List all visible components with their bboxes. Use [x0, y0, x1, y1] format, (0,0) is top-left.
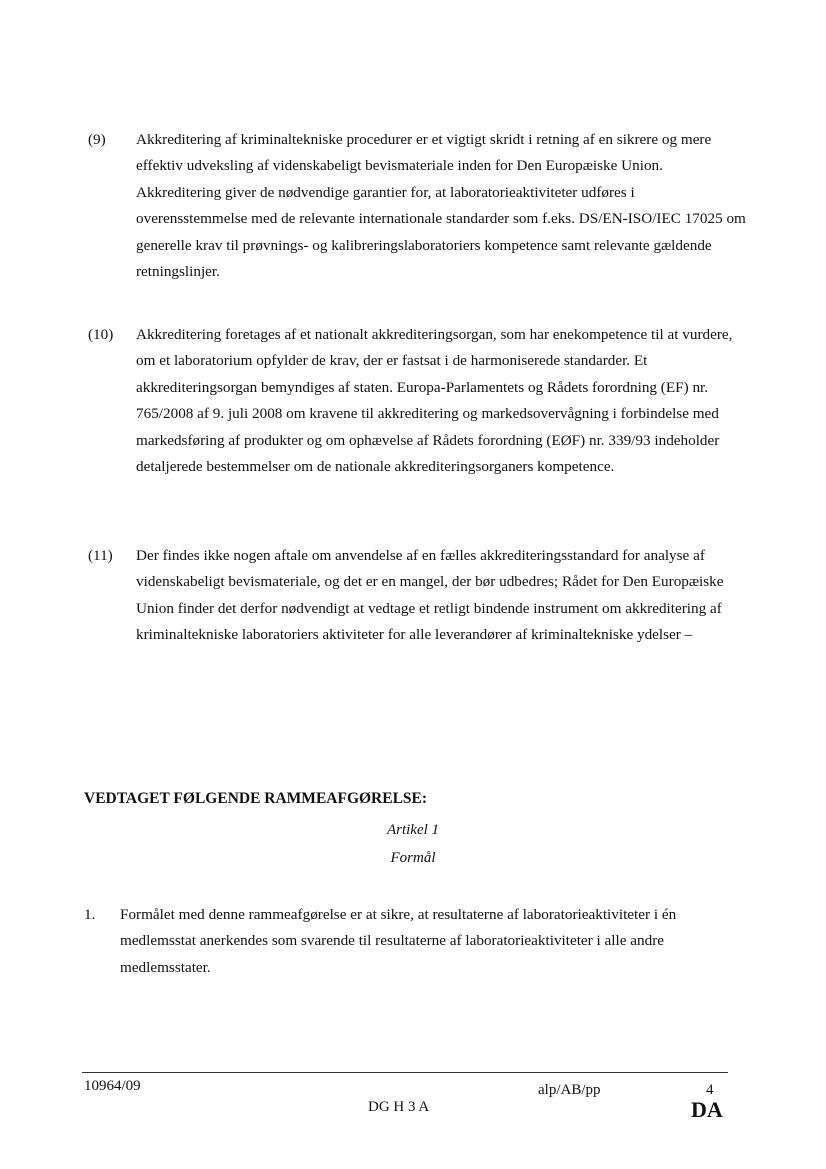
article-title: Formål	[390, 850, 436, 866]
article-paragraph-1	[84, 902, 748, 981]
recital-number: (11)	[88, 547, 113, 564]
article-label: Artikel 1	[386, 822, 440, 838]
footer-page-number: 4	[706, 1082, 714, 1098]
recital-number: (9)	[88, 131, 106, 148]
recital-text: Akkreditering foretages af et nationalt akkrediteringsorgan, som har enekompetence til at vurdere, om et laboratorium opfylder de krav, der er fastsat i de harmoniserede standarder. Et akkrediteringsorgan bemyndiges af staten. Europa-Parlamentets og Rådets forordning (EF) nr. 765/2008 af 9. juli 2008 om kravene til akkreditering og markedsovervågning i forbindelse med markedsføring af produkter og om ophævelse af Rådets forordning (EØF) nr. 339/93 indeholder detaljerede bestemmelser om de nationale akkrediteringsorganers kompetence.	[136, 326, 733, 476]
footer-divider	[82, 1072, 728, 1073]
paragraph-number: 1.	[84, 906, 96, 923]
recital-number: (10)	[88, 326, 114, 343]
recital-text: Akkreditering af kriminaltekniske procedurer er et vigtigt skridt i retning af en sikrere og mere effektiv udveksling af videnskabeligt bevismateriale inden for Den Europæiske Union. Akkreditering giver de nødvendige garantier for, at laboratorieaktiviteter udføres i overensstemmelse med de relevante internationale standarder som f.eks. DS/EN-ISO/IEC 17025 om generelle krav til prøvnings- og kalibreringslaboratoriers kompetence samt relevante gældende retningslinjer.	[136, 131, 746, 281]
paragraph-text: Formålet med denne rammeafgørelse er at sikre, at resultaterne af laboratorieaktiviteter i én medlemsstat anerkendes som svarende til resultaterne af laboratorieaktiviteter i alle andre medlemsstater.	[120, 906, 677, 976]
recital-10	[88, 322, 748, 480]
recital-11	[88, 543, 748, 649]
footer-doc-number: 10964/09	[84, 1078, 141, 1094]
footer-department: DG H 3 A	[368, 1099, 430, 1115]
footer-language-code: DA	[691, 1097, 723, 1122]
recital-text: Der findes ikke nogen aftale om anvendelse af en fælles akkrediteringsstandard for analyse af videnskabeligt bevismateriale, og det er en mangel, der bør udbedres; Rådet for Den Europæiske Union finder det derfor nødvendigt at vedtage et retligt bindende instrument om akkreditering af kriminaltekniske laboratoriers aktiviteter for alle leverandører af kriminaltekniske ydelser –	[136, 547, 724, 644]
footer-reference: alp/AB/pp	[538, 1082, 601, 1098]
recital-9	[88, 127, 748, 285]
enacting-heading: VEDTAGET FØLGENDE RAMMEAFGØRELSE:	[84, 790, 428, 807]
